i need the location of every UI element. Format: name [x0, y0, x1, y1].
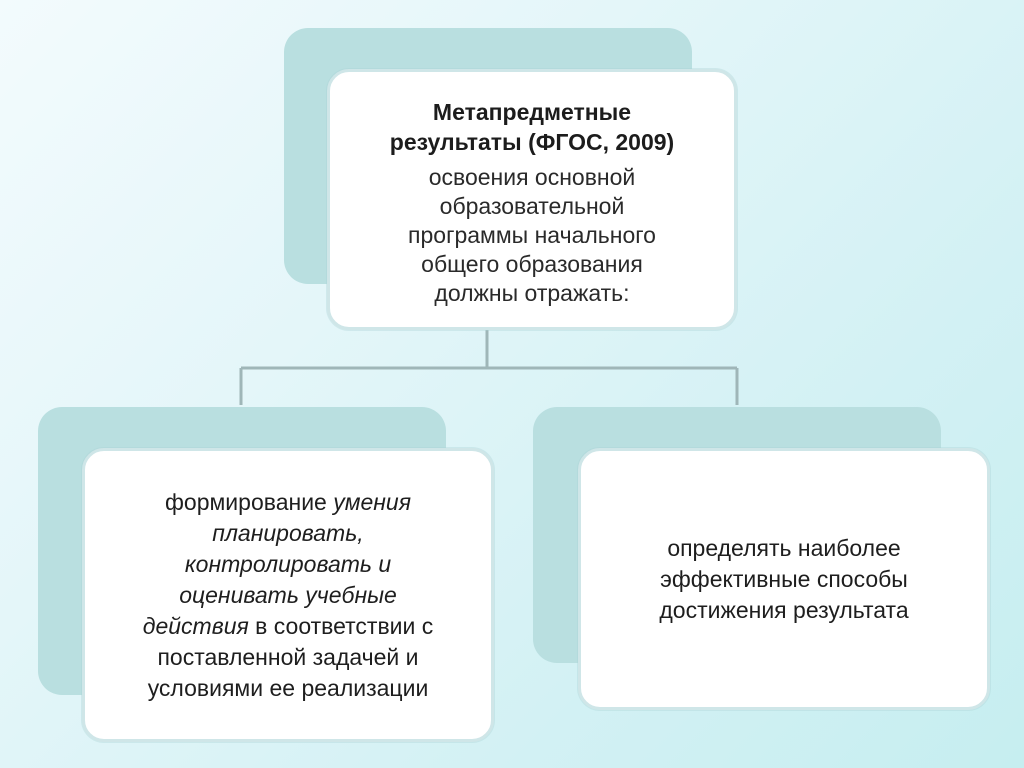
top-box — [327, 69, 737, 330]
left-line2: планировать, — [212, 519, 364, 546]
top-box-title: Метапредметные результаты (ФГОС, 2009) — [389, 99, 675, 155]
left-line7: условиями ее реализации — [147, 674, 429, 701]
left-line1-normal: формирование — [164, 488, 334, 515]
left-line5-normal: в соответствии с — [248, 612, 434, 639]
right-line1: определять наиболее — [667, 534, 901, 561]
left-line6: поставленной задачей и — [157, 643, 419, 670]
left-line4: оценивать учебные — [179, 581, 397, 608]
left-line1-italic: умения — [333, 488, 412, 515]
right-line3: достижения результата — [659, 596, 909, 623]
top-box-subtitle: освоения основной образовательной программы начального общего образования должны отражать: — [408, 164, 656, 306]
left-box-text — [143, 487, 434, 704]
left-line5-italic: действия — [142, 612, 249, 639]
right-box-text — [659, 533, 908, 626]
right-line2: эффективные способы — [660, 565, 908, 592]
left-box — [82, 448, 494, 742]
left-line3: контролировать и — [184, 550, 392, 577]
right-box — [578, 448, 990, 710]
